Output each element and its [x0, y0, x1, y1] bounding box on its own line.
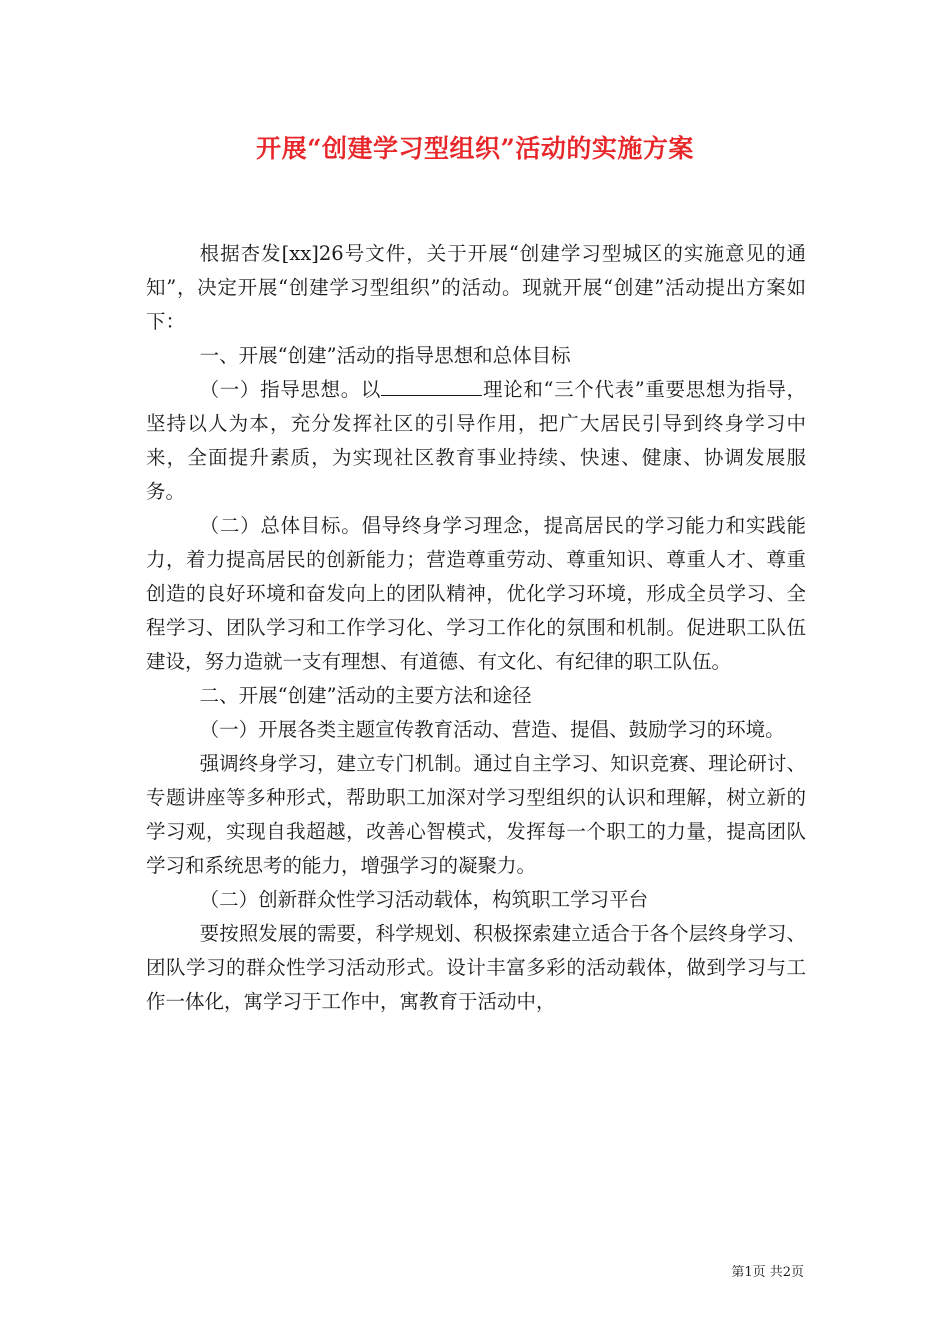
paragraph-themed-activities: （一）开展各类主题宣传教育活动、营造、提倡、鼓励学习的环境。: [199, 718, 785, 741]
paragraph-lifelong-learning: 强调终身学习，建立专门机制。通过自主学习、知识竞赛、理论研讨、专题讲座等多种形式，帮助职工加深对学习型组织的认识和理解，树立新的学习观，实现自我超越，改善心智模式，发挥每一个职工的力量，提高团队学习和系统思考的能力，增强学习的凝聚力。: [146, 752, 806, 877]
section-heading-2: 二、开展“创建”活动的主要方法和途径: [199, 684, 532, 707]
section-heading-1: 一、开展“创建”活动的指导思想和总体目标: [199, 344, 571, 367]
paragraph-guiding-thought: [146, 373, 806, 509]
blank-underline: [381, 377, 482, 396]
paragraph-overall-goal: （二）总体目标。倡导终身学习理念，提高居民的学习能力和实践能力，着力提高居民的创新能力；营造尊重劳动、尊重知识、尊重人才、尊重创造的良好环境和奋发向上的团队精神，优化学习环境，形成全员学习、全程学习、团队学习和工作学习化、学习工作化的氛围和机制。促进职工队伍建设，努力造就一支有理想、有道德、有文化、有纪律的职工队伍。: [146, 514, 806, 673]
document-body: [146, 237, 806, 1019]
document-title: 开展“创建学习型组织”活动的实施方案: [256, 134, 694, 163]
paragraph-guiding-thought-start: （一）指导思想。以: [199, 378, 382, 401]
page-number-footer: 第1页 共2页: [731, 1265, 804, 1280]
paragraph-intro: 根据杏发[xx]26号文件，关于开展“创建学习型城区的实施意见的通知”，决定开展“创建学习型组织”的活动。现就开展“创建”活动提出方案如下：: [146, 242, 806, 333]
subsection-heading: （二）创新群众性学习活动载体，构筑职工学习平台: [199, 888, 649, 911]
paragraph-learning-platform: 要按照发展的需要，科学规划、积极探索建立适合于各个层终身学习、团队学习的群众性学习活动形式。设计丰富多彩的活动载体，做到学习与工作一体化，寓学习于工作中，寓教育于活动中，: [146, 922, 806, 1013]
paragraph-guiding-thought-end: 理论和“三个代表”重要思想为指导，坚持以人为本，充分发挥社区的引导作用，把广大居民引导到终身学习中来，全面提升素质，为实现社区教育事业持续、快速、健康、协调发展服务。: [146, 378, 806, 503]
